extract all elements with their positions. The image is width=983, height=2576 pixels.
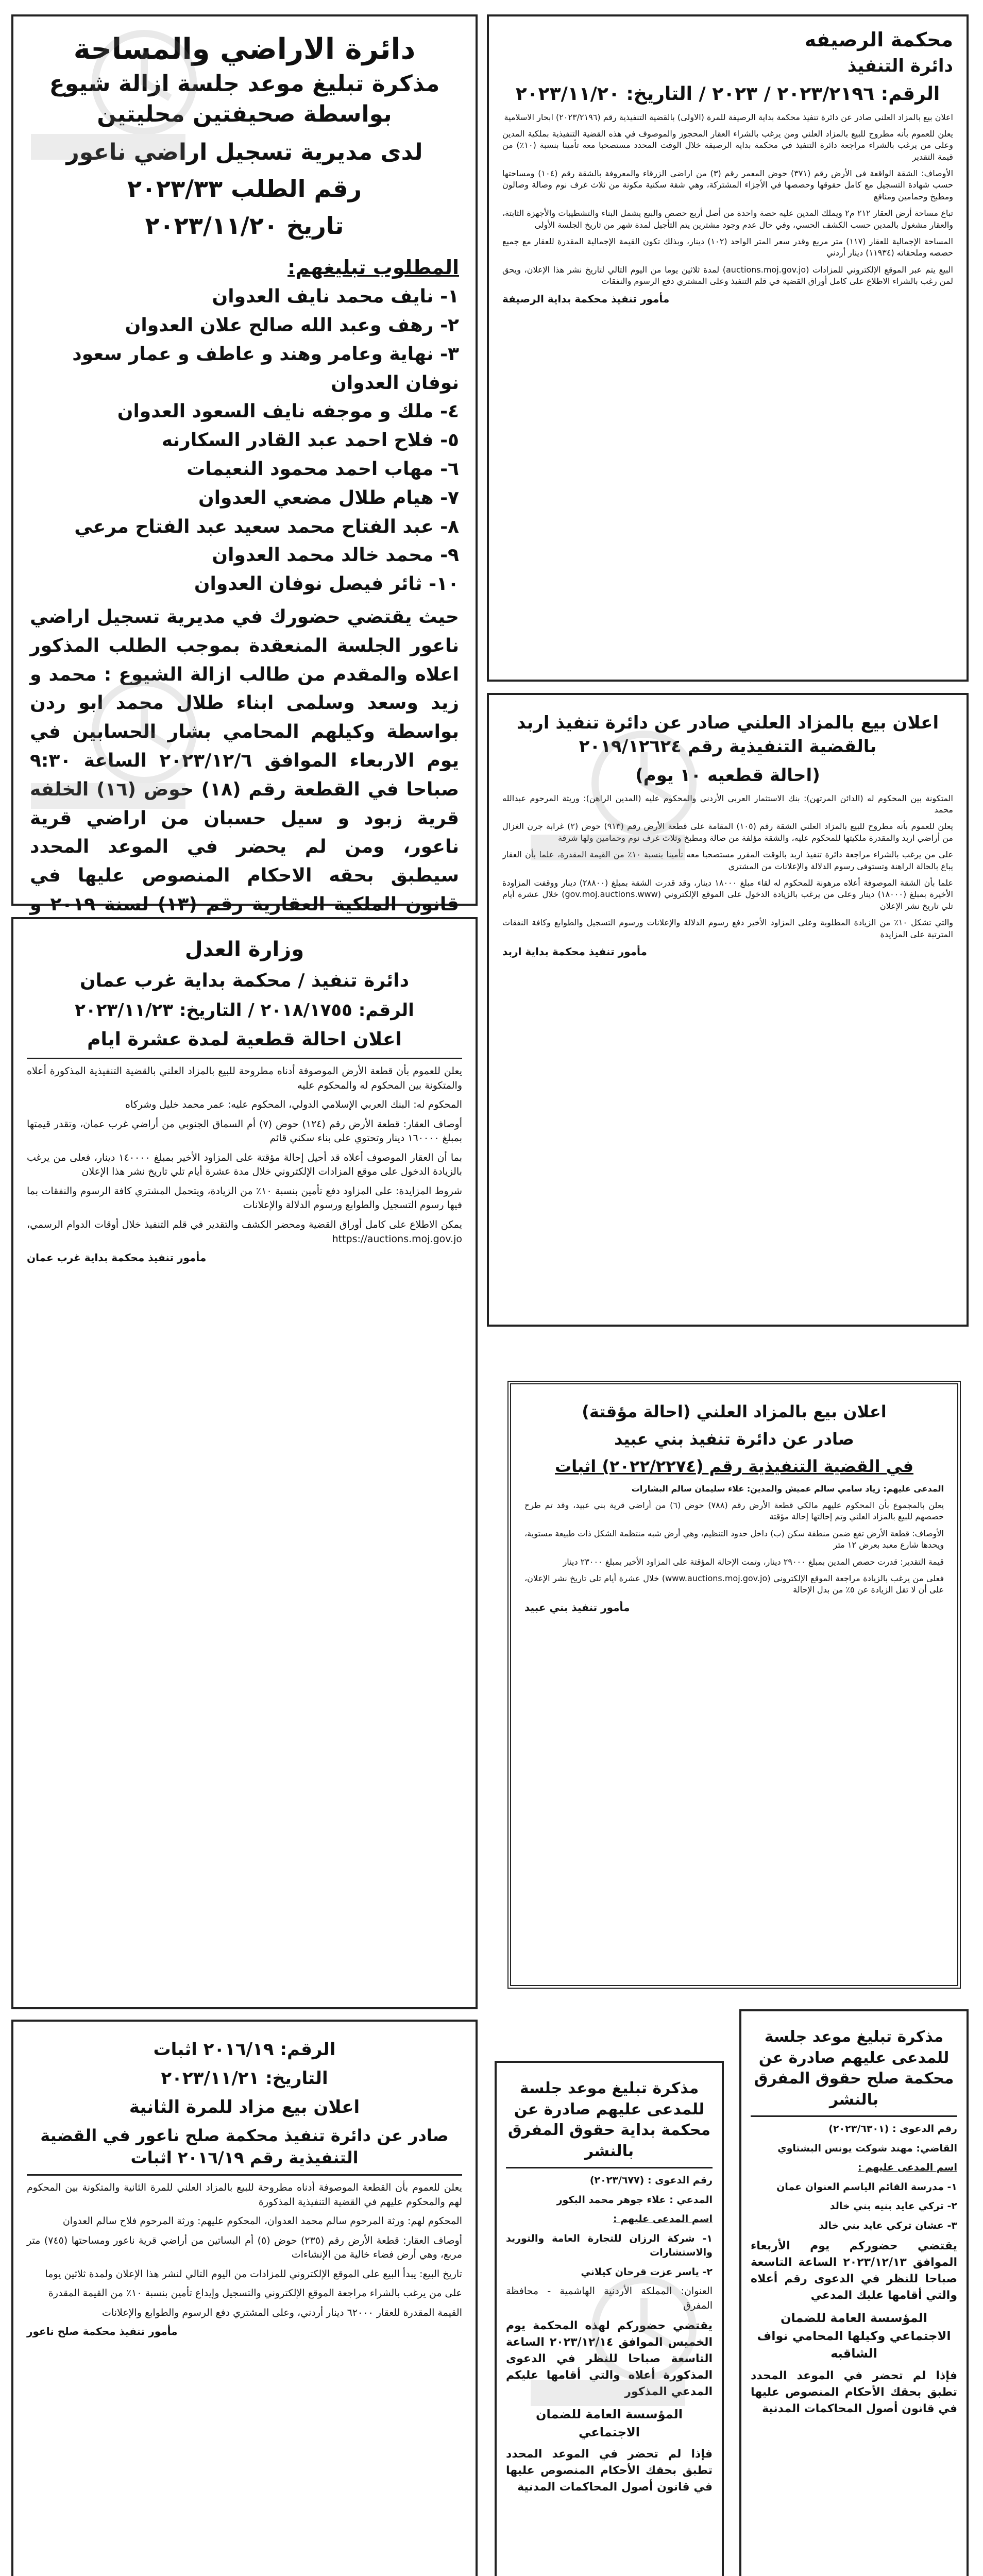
list-item: ٢- ياسر عزت قرحان كيلاني bbox=[581, 2266, 713, 2278]
notice-paragraph: على من يرغب بالشراء مراجعة الموقع الإلكتروني والتسجيل وإيداع تأمين بنسبة ١٠٪ من القيمة المقدرة bbox=[48, 2287, 462, 2299]
list-item: ١- نايف محمد نايف العدوان bbox=[212, 286, 459, 308]
request-number: رقم الطلب ٢٠٢٣/٣٣ bbox=[127, 174, 362, 202]
notice-title: اعلان احالة قطعية لمدة عشرة ايام bbox=[87, 1029, 402, 1050]
signature: مأمور تنفيذ محكمة صلح ناعور bbox=[27, 2325, 178, 2338]
notice-paragraph: على من يرغب بالشراء مراجعة دائرة تنفيذ اربد بالوقت المقرر مستصحبا معه تأمينا بنسبة ١٠٪ من القيمة المقدرة، علما بأن العقار يباع بالحالة الراهنة وتستوفى رسوم الدلالة والإعلانات من المشتري bbox=[502, 850, 954, 871]
department-name: دائرة تنفيذ / محكمة بداية غرب عمان bbox=[79, 970, 410, 991]
reference-line: الرقم: ٢٠١٦/١٩ اثبات bbox=[153, 2039, 336, 2060]
notice-irbid bbox=[487, 693, 969, 1327]
case-number: في القضية التنفيذية رقم (٢٠٢٢/٢٢٧٤) اثبات bbox=[554, 1456, 914, 1477]
notice-subtitle: صادر عن دائرة تنفيذ محكمة صلح ناعور في القضية التنفيذية رقم ٢٠١٦/١٩ اثبات bbox=[40, 2125, 449, 2167]
notice-russeifa bbox=[487, 14, 969, 682]
notice-paragraph: يعلن للعموم بأن قطعة الأرض الموصوفة أدناه مطروحة للبيع بالمزاد العلني بالقضية التنفيذية المذكورة أعلاه والمتكونة بين المحكوم له والمحكوم عليه bbox=[27, 1065, 462, 1091]
notice-paragraph: المساحة الإجمالية للعقار (١١٧) متر مربع وقدر سعر المتر الواحد (١٠٢) دينار، وبذلك تكون القيمة الإجمالية المقدرة للعقار مع جميع حصصه وملحقاته (١١٩٣٤) دينار أردني bbox=[502, 236, 953, 258]
divider bbox=[751, 2115, 957, 2117]
notice-extra: المؤسسة العامة للضمان الاجتماعي bbox=[536, 2406, 683, 2439]
notice-paragraph: يعلن بالمجموع بأن المحكوم عليهم مالكي قطعة الأرض رقم (٧٨٨) حوض (٦) من أراضي قرية بني عبيد، وقد تم طرح حصصهم للبيع بالمزاد العلني وتم إحالتها إحالة مؤقتة bbox=[524, 1500, 944, 1522]
notice-title: اعلان بيع بالمزاد العلني (احالة مؤقتة) bbox=[582, 1402, 887, 1421]
notice-paragraph: تاريخ البيع: يبدأ البيع على الموقع الإلكتروني للمزادات من اليوم التالي لنشر هذا الإعلان ولمدة ثلاثين يوما bbox=[45, 2268, 462, 2280]
notice-lands-survey bbox=[11, 14, 478, 915]
notice-paragraph: المحكوم له: البنك العربي الإسلامي الدولي، المحكوم عليه: عمر محمد خليل وشركاه bbox=[125, 1099, 462, 1111]
notice-paragraph: المتكونة بين المحكوم له (الدائن المرتهن): بنك الاستثمار العربي الأردني والمحكوم عليه (المدين الراهن): وريثة المرحوم عبدالله محمد bbox=[502, 793, 953, 815]
defendants-label: اسم المدعى عليهم : bbox=[613, 2213, 713, 2225]
signature: مأمور تنفيذ بني عبيد bbox=[524, 1601, 630, 1614]
notice-paragraph: يعلن للعموم بأن القطعة الموصوفة أدناه مطروحة للبيع بالمزاد العلني للمرة الثانية والمتكونة بين المحكوم لهم والمحكوم عليهم في القضية التنفيذية المذكورة bbox=[27, 2182, 462, 2208]
signature: مأمور تنفيذ محكمة بداية غرب عمان bbox=[27, 1251, 207, 1264]
list-item: ٨- عبد الفتاح محمد سعيد عبد الفتاح مرعي bbox=[74, 516, 459, 537]
case-number: رقم الدعوى : (٢٠٢٣/٦٣٠١) bbox=[828, 2123, 957, 2134]
list-item: ٤- ملك و موجفه نايف السعود العدوان bbox=[117, 401, 459, 422]
divider bbox=[27, 1058, 462, 1059]
notice-paragraph: الأوصاف: قطعة الأرض تقع ضمن منطقة سكن (ب) داخل حدود التنظيم، وهي أرض شبه منتظمة الشكل ذات طبيعة مستوية، ويحدها شارع معبد بعرض ١٢ متر bbox=[524, 1528, 944, 1550]
notice-title: صادر عن دائرة تنفيذ بني عبيد bbox=[614, 1429, 854, 1449]
notice-mafraq-first-instance bbox=[495, 2061, 724, 2576]
notice-body: حيث يقتضي حضورك في مديرية تسجيل اراضي ناعور الجلسة المنعقدة بموجب الطلب المذكور اعلاه والمقدم من طالب ازالة الشيوع : محمد و زيد وسعد وسلمى ابناء طلال محمد ابو ردن بواسطة وكيلهم المحامي بشار الحسابين في يوم الاربعاء الموافق ٢٠٢٣/١٢/٦ الساعة ٩:٣٠ صباحا في القطعة رقم (١٨) حوض (١٦) الخلفه قرية زبود و سيل حسبان من اراضي قرية ناعور، ومن لم يحضر في الموعد المحدد سيطبق بحقه الاحكام المنصوص عليها في قانون الملكية العقارية رقم (١٣) لسنة ٢٠١٩ و bbox=[30, 606, 460, 915]
notice-naour bbox=[11, 2020, 478, 2576]
notice-subtitle: مذكرة تبليغ موعد جلسة ازالة شيوع bbox=[49, 70, 440, 97]
reference-line: الرقم: ٢٠٢٣/٢١٩٦ / ٢٠٢٣ / التاريخ: ٢٠٢٣/١١/٢٠ bbox=[515, 83, 940, 105]
list-item: ٣- نهاية وعامر وهند و عاطف و عمار سعود نوفان العدوان bbox=[72, 343, 459, 394]
notice-paragraph: المحكوم لهم: ورثة المرحوم سالم محمد العدوان، المحكوم عليهم: ورثة المرحوم فلاح سالم العدوان bbox=[62, 2215, 462, 2227]
notice-paragraph: أوصاف العقار: قطعة الأرض رقم (١٢٤) حوض (٧) أم السماق الجنوبي من أراضي غرب عمان، وتقدر قيمتها بمبلغ ١٦٠٠٠٠ دينار وتحتوي على بناء سكني قائم bbox=[27, 1118, 462, 1144]
notice-paragraph: قيمة التقدير: قدرت حصص المدين بمبلغ ٢٩٠٠٠ دينار، وتمت الإحالة المؤقتة على المزاود الأخير بمبلغ ٢٣٠٠٠ دينار bbox=[563, 1556, 944, 1567]
notice-paragraph: أوصاف العقار: قطعة الأرض رقم (٢٣٥) حوض (٥) أم البساتين من أراضي قرية ناعور ومساحتها (٧٤٥) متر مربع، وهي أرض فضاء خالية من الإنشاءات bbox=[27, 2234, 463, 2261]
signature: مأمور تنفيذ محكمة بداية اربد bbox=[502, 945, 647, 958]
notice-date: التاريخ: ٢٠٢٣/١١/٢١ bbox=[161, 2067, 328, 2089]
notice-paragraph: تباع مساحة أرض العقار ٢١٢ م٢ ويملك المدين عليه حصة واحدة من أصل أربع حصص والبيع يشمل البناء والتشطيبات والأجهزة الثابتة، والعقار مشغول بالمدين حسب الكشف الحسي، وفي حال عدم وجود مشترين يتم التأجيل لمدة شهر من تاريخ الجلسة الأولى bbox=[502, 208, 953, 230]
court-name: محكمة الرصيفه bbox=[804, 28, 953, 51]
notice-paragraph: بما أن العقار الموصوف أعلاه قد أحيل إحالة مؤقتة على المزاود الأخير بمبلغ ١٤٠٠٠٠ دينار، فعلى من يرغب بالزيادة الدخول على موقع المزادات الإلكتروني خلال مدة عشرة أيام تلي تاريخ نشر هذا الإعلان bbox=[27, 1151, 462, 1178]
signature: مأمور تنفيذ محكمة بداية الرصيفة bbox=[502, 292, 670, 305]
notice-title: مذكرة تبليغ موعد جلسة للمدعى عليهم صادرة عن محكمة صلح حقوق المفرق بالنشر bbox=[754, 2028, 954, 2109]
list-item: ٢- رهف وعبد الله صالح علان العدوان bbox=[125, 314, 459, 336]
list-item: ٦- مهاب احمد محمود النعيمات bbox=[187, 458, 459, 480]
divider bbox=[506, 2167, 713, 2168]
notice-paragraph: يعلن للعموم بأنه مطروح للبيع بالمزاد العلني ومن يرغب بالشراء العقار المحجوز والموصوف في هذه القضية التنفيذية بملكية المدين وعلى من يرغب بالشراء مراجعة دائرة التنفيذ في محكمة بداية الرصيفة خلال الوقت المحدد مستصحبا معه تأمينا بنسبة (١٠٪) من قيمة التقدير bbox=[502, 128, 954, 162]
notice-subtitle: (احالة قطعيه ١٠ يوم) bbox=[635, 765, 820, 786]
notice-paragraph: والتي تشكل ١٠٪ من الزيادة المطلوبة وعلى المزاود الأخير دفع رسوم الدلالة والإعلانات ورسوم التسجيل والطوابع وكافة النفقات المترتبة على المزايدة bbox=[502, 918, 954, 939]
notice-paragraph: اعلان بيع بالمزاد العلني صادر عن دائرة تنفيذ محكمة بداية الرصيفة للمرة (الاولى) بالقضية التنفيذية رقم (٢٠٢٣/٢١٩٦) ابحار الاسلامية bbox=[504, 112, 953, 122]
reference-line: الرقم: ٢٠١٨/١٧٥٥ / التاريخ: ٢٠٢٣/١١/٢٣ bbox=[75, 999, 414, 1021]
notice-date: تاريخ ٢٠٢٣/١١/٢٠ bbox=[145, 212, 344, 240]
notice-footer: فإذا لم تحضر في الموعد المحدد تطبق بحقك الأحكام المنصوص عليها في قانون أصول المحاكمات المدنية bbox=[506, 2448, 713, 2494]
notice-mafraq-magistrate bbox=[739, 2009, 969, 2576]
notice-title: مذكرة تبليغ موعد جلسة للمدعى عليهم صادرة عن محكمة بداية حقوق المفرق بالنشر bbox=[507, 2079, 711, 2160]
notice-paragraph: علما بأن الشقة الموصوفة أعلاه مرهونة للمحكوم له لقاء مبلغ ١٨٠٠٠ دينار، وقد قدرت الشقة بمبلغ (٢٨٨٠٠) دينار ووقفت المزاودة الأخيرة بمبلغ (١٨٠٠٠) دينار وعلى من يرغب بالزيادة الدخول على الموقع الإلكتروني (gov.moj.auctions.www) خلال عشرة أيام تلي تاريخ نشر الإعلان bbox=[502, 878, 953, 911]
notice-extra: المؤسسة العامة للضمان الاجتماعي وكيلها المحامي نواف الشاقبه bbox=[757, 2310, 951, 2361]
notice-title: اعلان بيع مزاد للمرة الثانية bbox=[129, 2096, 360, 2117]
list-item: ١٠- ثائر فيصل نوفان العدوان bbox=[194, 573, 459, 595]
notice-paragraph: البيع يتم عبر الموقع الإلكتروني للمزادات (auctions.moj.gov.jo) لمدة ثلاثين يوما من اليوم التالي لتاريخ نشر هذا الإعلان، ويحق لمن رغب بالشراء الاطلاع على كامل أوراق القضية في قلم التنفيذ وعلى المشتري دفع الرسوم والنفقات bbox=[502, 264, 953, 286]
notice-paragraph: يعلن للعموم بأنه مطروح للبيع بالمزاد العلني الشقة رقم (١٠٥) المقامة على قطعة الأرض رقم (٩١٣) حوض (٢) غرابة جرن الغزال من أراضي اربد والمقدرة ملكيتها للمحكوم عليه، والشقة مؤلفة من صالة ومطبخ وثلاث غرف نوم وحمامين ولها شرفة bbox=[502, 821, 953, 843]
list-item: ٥- فلاح احمد عبد القادر السكارنه bbox=[161, 430, 459, 451]
notice-paragraph: يمكن الاطلاع على كامل أوراق القضية ومحضر الكشف والتقدير في قلم التنفيذ خلال أوقات الدوام الرسمي، https://auctions.moj.gov.jo bbox=[27, 1219, 462, 1245]
defendants-label: اسم المدعى عليهم : bbox=[857, 2162, 957, 2174]
notice-paragraph: فعلى من يرغب بالزيادة مراجعة الموقع الإلكتروني (www.auctions.moj.gov.jo) خلال عشرة أيام تلي تاريخ نشر الإعلان، على أن لا تقل الزيادة عن ٥٪ من بدل الإحالة bbox=[524, 1573, 944, 1595]
judge-name: القاضي: مهند شوكت يونس البشتاوي bbox=[777, 2142, 957, 2154]
wanted-label: المطلوب تبليغهم: bbox=[287, 256, 459, 279]
notice-west-amman bbox=[11, 917, 478, 2009]
notice-subtitle: لدى مديرية تسجيل اراضي ناعور bbox=[66, 139, 423, 165]
notice-body: يقتضي حضوركم لهذه المحكمة يوم الخميس الموافق ٢٠٢٣/١٢/١٤ الساعة التاسعة صباحا للنظر في الدعوى المذكورة أعلاه والتي أقامها عليكم المدعي المذكور bbox=[506, 2319, 713, 2398]
notice-footer: فإذا لم تحضر في الموعد المحدد تطبق بحقك الأحكام المنصوص عليها في قانون أصول المحاكمات المدنية bbox=[751, 2369, 957, 2416]
notice-title: دائرة الاراضي والمساحة bbox=[73, 32, 416, 66]
department-name: دائرة التنفيذ bbox=[847, 55, 953, 76]
notice-paragraph: شروط المزايدة: على المزاود دفع تأمين بنسبة ١٠٪ من الزيادة، ويتحمل المشتري كافة الرسوم والنفقات بما فيها رسوم التسجيل والطوابع ورسوم الدلالة والإعلانات bbox=[27, 1185, 462, 1211]
notice-paragraph: المدعى عليهم: زياد سامي سالم عميش والمدين: علاء سليمان سالم البشارات bbox=[631, 1483, 944, 1494]
notice-subtitle: بواسطة صحيفتين محليتين bbox=[97, 101, 392, 128]
people-list bbox=[30, 282, 459, 599]
notice-title: اعلان بيع بالمزاد العلني صادر عن دائرة تنفيذ اربد بالقضية التنفيذية رقم ٢٠١٩/١٢٦٢٤ bbox=[516, 713, 939, 757]
plaintiff-name: المدعي : علاء جوهر محمد البكور bbox=[556, 2194, 713, 2206]
notice-paragraph: القيمة المقدرة للعقار ٦٢٠٠٠ دينار أردني، وعلى المشتري دفع الرسوم والطوابع والإعلانات bbox=[102, 2307, 462, 2318]
ministry-name: وزارة العدل bbox=[184, 938, 304, 961]
list-item: ١- مدرسة القائم الياسم العنوان عمان bbox=[776, 2181, 957, 2193]
divider bbox=[27, 2174, 462, 2176]
list-item: ٣- عشان تركي عايد بني خالد bbox=[819, 2219, 957, 2231]
notice-body: يقتضي حضوركم يوم الأربعاء الموافق ٢٠٢٣/١٢/١٣ الساعة التاسعة صباحا للنظر في الدعوى رقم أعلاه والتي أقامها عليك المدعي bbox=[751, 2240, 958, 2302]
list-item: ١- شركة الرزان للتجارة العامة والتوريد والاستشارات bbox=[506, 2232, 713, 2259]
notice-paragraph: الأوصاف: الشقة الواقعة في الأرض رقم (٣٧١) حوض المعمر رقم (٣) من اراضي الزرقاء والمعروفة بالشقة رقم (١٠٤) ومساحتها حسب شهادة التسجيل مع كامل حقوقها وحصصها في الأجزاء المشتركة، وهي شقة سكنية مكونة من ثلاث غرف نوم وصالة وصالون ومطبخ وحمامين ومنافع bbox=[502, 168, 954, 201]
case-number: رقم الدعوى : (٢٠٢٣/٦٧٧) bbox=[589, 2175, 713, 2186]
address-line: العنوان: المملكة الأردنية الهاشمية - محافظة المفرق bbox=[506, 2285, 713, 2311]
list-item: ٧- هيام طلال مضعي العدوان bbox=[198, 487, 459, 509]
list-item: ٩- محمد خالد محمد العدوان bbox=[212, 545, 459, 566]
notice-bani-obeid bbox=[507, 1381, 961, 1989]
list-item: ٢- تركي عايد بنيه بني خالد bbox=[829, 2200, 957, 2212]
